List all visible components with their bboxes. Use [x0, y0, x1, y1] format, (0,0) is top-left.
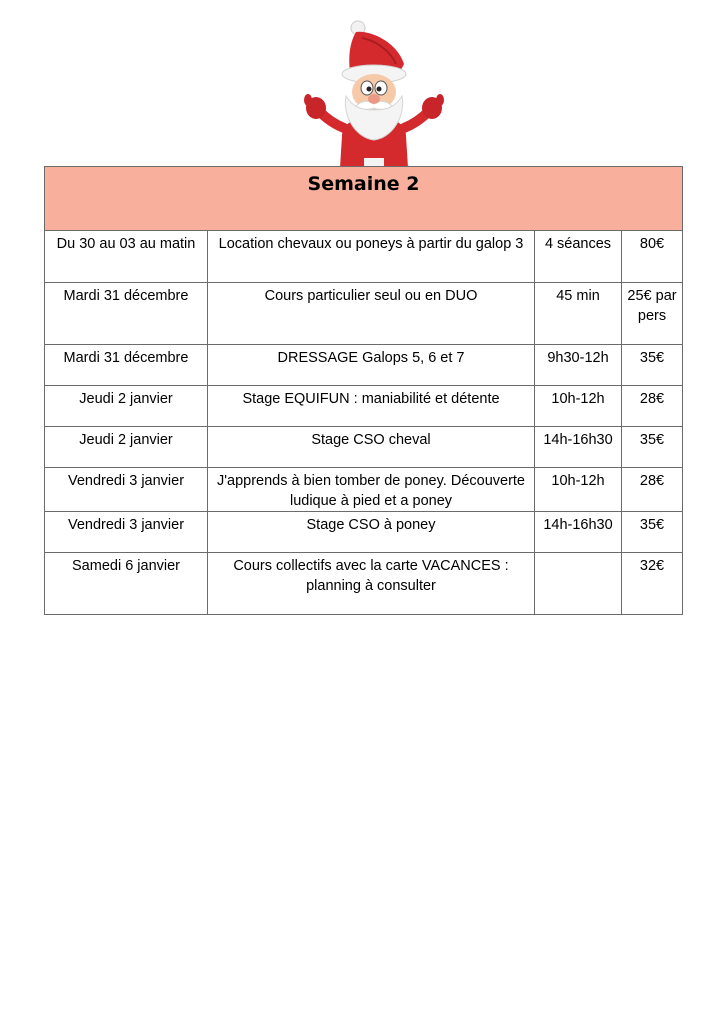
- row-date: Samedi 6 janvier: [45, 553, 208, 615]
- santa-illustration: [298, 20, 448, 168]
- table-row: [45, 512, 683, 553]
- row-activity: Stage EQUIFUN : maniabilité et détente: [208, 386, 535, 427]
- row-price: 35€: [622, 345, 683, 386]
- row-duration: 10h-12h: [535, 386, 622, 427]
- row-activity: Stage CSO cheval: [208, 427, 535, 468]
- row-duration: 14h-16h30: [535, 427, 622, 468]
- header-row: [45, 167, 683, 231]
- row-date: Vendredi 3 janvier: [45, 468, 208, 512]
- row-price: 35€: [622, 427, 683, 468]
- table-row: [45, 427, 683, 468]
- row-activity: DRESSAGE Galops 5, 6 et 7: [208, 345, 535, 386]
- schedule-table: [44, 166, 683, 615]
- row-duration: 45 min: [535, 283, 622, 345]
- row-duration: 14h-16h30: [535, 512, 622, 553]
- row-price: 35€: [622, 512, 683, 553]
- row-price: 28€: [622, 468, 683, 512]
- table-row: [45, 553, 683, 615]
- row-price: 32€: [622, 553, 683, 615]
- nose: [368, 94, 380, 104]
- row-date: Jeudi 2 janvier: [45, 427, 208, 468]
- table-row: [45, 468, 683, 512]
- table-row: [45, 345, 683, 386]
- row-duration: [535, 553, 622, 615]
- row-duration: 10h-12h: [535, 468, 622, 512]
- row-date: Mardi 31 décembre: [45, 283, 208, 345]
- row-date: Jeudi 2 janvier: [45, 386, 208, 427]
- table-row: [45, 231, 683, 283]
- row-date: Vendredi 3 janvier: [45, 512, 208, 553]
- row-price: 25€ par pers: [622, 283, 683, 345]
- table-row: [45, 386, 683, 427]
- row-price: 28€: [622, 386, 683, 427]
- row-activity: Stage CSO à poney: [208, 512, 535, 553]
- row-activity: Cours collectifs avec la carte VACANCES : planning à consulter: [208, 553, 535, 615]
- row-duration: 9h30-12h: [535, 345, 622, 386]
- row-activity: Cours particulier seul ou en DUO: [208, 283, 535, 345]
- row-price: 80€: [622, 231, 683, 283]
- row-date: Du 30 au 03 au matin: [45, 231, 208, 283]
- row-date: Mardi 31 décembre: [45, 345, 208, 386]
- row-activity: Location chevaux ou poneys à partir du galop 3: [208, 231, 535, 283]
- row-duration: 4 séances: [535, 231, 622, 283]
- table-row: [45, 283, 683, 345]
- row-activity: J'apprends à bien tomber de poney. Découverte ludique à pied et a poney: [208, 468, 535, 512]
- week-title: Semaine 2: [45, 167, 683, 231]
